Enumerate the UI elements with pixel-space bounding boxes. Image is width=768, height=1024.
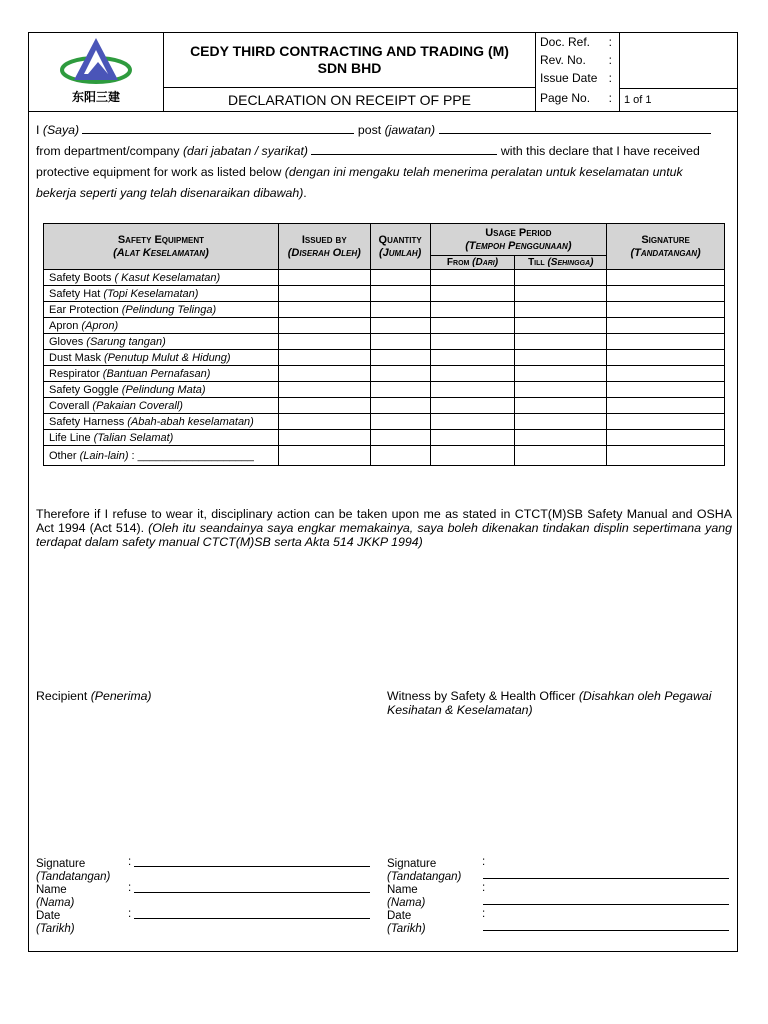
rev-no-row	[540, 53, 618, 67]
cell-till[interactable]	[515, 350, 607, 366]
cell-signature[interactable]	[607, 414, 725, 430]
witness-name-label	[387, 884, 425, 910]
cell-issued-by[interactable]	[278, 382, 370, 398]
header-issued-by-my: (Diserah Oleh)	[287, 246, 361, 259]
item-name-en: Ear Protection	[49, 303, 122, 316]
recipient-signature-en: Signature	[36, 858, 86, 870]
cell-signature[interactable]	[607, 302, 725, 318]
item-name	[44, 334, 279, 350]
disclaimer-paragraph	[36, 507, 732, 549]
table-row	[44, 318, 725, 334]
item-name-my: (Bantuan Pernafasan)	[102, 367, 211, 380]
cell-quantity[interactable]	[370, 430, 430, 446]
cell-issued-by[interactable]	[278, 446, 370, 466]
witness-name-my: (Nama)	[387, 897, 426, 909]
recipient-signature-my: (Tandatangan)	[36, 871, 111, 883]
company-name	[164, 32, 536, 88]
disclaimer-text: Therefore if I refuse to wear it, disciplinary action can be taken upon me as stated in CTCT(M)SB Safety Manual and OSHA Act 1994 (Act 514).	[36, 507, 732, 535]
cell-issued-by[interactable]	[278, 286, 370, 302]
item-name-my: (Abah-abah keselamatan)	[127, 415, 254, 428]
cell-from[interactable]	[430, 270, 515, 286]
cell-till[interactable]	[515, 430, 607, 446]
item-name	[44, 398, 279, 414]
with-this-text: with this declare that I have received	[500, 144, 700, 158]
recipient-date-en: Date	[36, 910, 61, 922]
cell-from[interactable]	[430, 286, 515, 302]
dari-label: (dari jabatan / syarikat)	[182, 144, 309, 158]
header-signature-my: (Tandatangan)	[630, 246, 701, 259]
item-name-my: (Pelindung Telinga)	[121, 303, 217, 316]
cell-issued-by[interactable]	[278, 302, 370, 318]
header-signature-en: Signature	[641, 233, 690, 246]
recipient-date-my: (Tarikh)	[36, 923, 75, 935]
table-row	[44, 430, 725, 446]
item-name	[44, 270, 279, 286]
line4-italic: bekerja seperti yang telah disenaraikan dibawah)	[36, 186, 304, 200]
cell-quantity[interactable]	[370, 414, 430, 430]
witness-signature-my: (Tandatangan)	[387, 871, 462, 883]
item-name-my: (Penutup Mulut & Hidung)	[104, 351, 231, 364]
ppe-table	[43, 223, 725, 466]
table-row	[44, 382, 725, 398]
item-name-en: Apron	[49, 319, 82, 332]
cell-signature[interactable]	[607, 430, 725, 446]
recipient-date-colon: :	[128, 908, 132, 920]
witness-signature-label	[387, 858, 461, 884]
rev-no-label: Rev. No.	[540, 53, 586, 67]
item-name	[44, 302, 279, 318]
declaration-line-3	[36, 162, 732, 183]
witness-label-en: Witness by Safety & Health Officer	[387, 689, 579, 703]
cell-till[interactable]	[515, 398, 607, 414]
recipient-name-colon: :	[128, 882, 132, 894]
item-name-my: (Apron)	[81, 319, 119, 332]
cell-signature[interactable]	[607, 382, 725, 398]
table-row	[44, 398, 725, 414]
table-row	[44, 302, 725, 318]
cell-from[interactable]	[430, 430, 515, 446]
item-name-my: (Pakaian Coverall)	[92, 399, 183, 412]
recipient-label-en: Recipient	[36, 689, 91, 703]
cell-till[interactable]	[515, 318, 607, 334]
cell-from[interactable]	[430, 398, 515, 414]
i-label: I	[36, 123, 40, 137]
recipient-signature-colon: :	[128, 856, 132, 868]
cell-till[interactable]	[515, 446, 607, 466]
header-safety-equipment-my: (Alat Keselamatan)	[113, 246, 209, 259]
item-other	[44, 446, 279, 466]
cell-from[interactable]	[430, 366, 515, 382]
line4-end: .	[303, 186, 307, 200]
cell-from[interactable]	[430, 446, 515, 466]
cell-till[interactable]	[515, 302, 607, 318]
department-blank[interactable]	[311, 142, 497, 155]
document-meta-labels	[536, 32, 620, 112]
cell-issued-by[interactable]	[278, 366, 370, 382]
witness-name-colon: :	[482, 882, 486, 894]
table-row	[44, 334, 725, 350]
item-name-my: (Talian Selamat)	[93, 431, 174, 444]
disclaimer-italic: (Oleh itu seandainya saya engkar memakainya, saya boleh dikenakan tindakan displin sepertimana yang terdapat dalam safety manual CTCT(M)SB serta Akta 514 JKKP 1994)	[36, 521, 732, 549]
form-header	[28, 32, 738, 112]
cell-issued-by[interactable]	[278, 334, 370, 350]
item-name	[44, 414, 279, 430]
recipient-name-line[interactable]	[134, 892, 370, 893]
witness-label-my: (Disahkan oleh Pegawai Kesihatan & Keselamatan)	[387, 689, 712, 717]
item-name	[44, 350, 279, 366]
issue-date-colon: :	[608, 71, 612, 85]
table-row	[44, 270, 725, 286]
cell-signature[interactable]	[607, 350, 725, 366]
doc-ref-row	[540, 35, 618, 49]
declaration-line-2	[36, 141, 732, 162]
cell-signature[interactable]	[607, 446, 725, 466]
cell-from[interactable]	[430, 302, 515, 318]
company-logo	[28, 32, 164, 112]
post-blank[interactable]	[439, 121, 711, 134]
cell-quantity[interactable]	[370, 302, 430, 318]
header-usage-period	[430, 224, 607, 256]
table-row	[44, 366, 725, 382]
cell-signature[interactable]	[607, 270, 725, 286]
witness-name-line[interactable]	[483, 904, 729, 905]
witness-date-en: Date	[387, 910, 412, 922]
name-blank[interactable]	[82, 121, 354, 134]
item-name-en: Respirator	[49, 367, 103, 380]
header-from	[430, 256, 515, 270]
witness-label	[387, 689, 732, 717]
item-name-en: Safety Goggle	[49, 383, 122, 396]
cell-quantity[interactable]	[370, 398, 430, 414]
recipient-name-label	[36, 884, 74, 910]
company-name-line1: CEDY THIRD CONTRACTING AND TRADING (M)	[190, 42, 509, 59]
header-safety-equipment	[44, 224, 279, 270]
item-name	[44, 366, 279, 382]
header-from-en: From	[446, 257, 470, 268]
page-no-row	[540, 91, 618, 105]
doc-ref-colon: :	[608, 35, 612, 49]
issue-date-label: Issue Date	[540, 71, 598, 85]
cell-issued-by[interactable]	[278, 430, 370, 446]
company-name-line2: SDN BHD	[317, 59, 382, 76]
header-from-my: (Dari)	[472, 257, 499, 268]
cell-quantity[interactable]	[370, 350, 430, 366]
cell-issued-by[interactable]	[278, 318, 370, 334]
recipient-signature-line[interactable]	[134, 866, 370, 867]
header-till-my: (Sehingga)	[547, 257, 594, 268]
logo-icon	[58, 36, 134, 88]
recipient-name-en: Name	[36, 884, 67, 896]
recipient-signature-label	[36, 858, 110, 884]
recipient-label	[36, 689, 336, 703]
cell-quantity[interactable]	[370, 318, 430, 334]
cell-quantity[interactable]	[370, 382, 430, 398]
cell-till[interactable]	[515, 334, 607, 350]
cell-signature[interactable]	[607, 334, 725, 350]
cell-signature[interactable]	[607, 318, 725, 334]
cell-till[interactable]	[515, 286, 607, 302]
recipient-name-my: (Nama)	[36, 897, 75, 909]
cell-from[interactable]	[430, 334, 515, 350]
cell-quantity[interactable]	[370, 366, 430, 382]
header-till	[515, 256, 607, 270]
item-name	[44, 382, 279, 398]
declaration-line-1	[36, 120, 732, 141]
item-name-en: Gloves	[49, 335, 87, 348]
cell-issued-by[interactable]	[278, 398, 370, 414]
cell-signature[interactable]	[607, 286, 725, 302]
table-row	[44, 286, 725, 302]
recipient-label-my: (Penerima)	[90, 689, 152, 703]
cell-issued-by[interactable]	[278, 414, 370, 430]
cell-quantity[interactable]	[370, 446, 430, 466]
cell-quantity[interactable]	[370, 270, 430, 286]
header-safety-equipment-en: Safety Equipment	[117, 233, 205, 246]
witness-signature-line[interactable]	[483, 878, 729, 879]
form-title: DECLARATION ON RECEIPT OF PPE	[164, 88, 536, 112]
issue-date-row	[540, 71, 618, 85]
witness-date-label	[387, 910, 426, 936]
item-name-my: (Pelindung Mata)	[121, 383, 206, 396]
header-issued-by	[278, 224, 370, 270]
cell-quantity[interactable]	[370, 286, 430, 302]
cell-from[interactable]	[430, 414, 515, 430]
cell-till[interactable]	[515, 270, 607, 286]
saya-label: (Saya)	[42, 123, 80, 137]
item-other-my: (Lain-lain)	[79, 449, 129, 462]
item-name	[44, 430, 279, 446]
cell-quantity[interactable]	[370, 334, 430, 350]
table-row	[44, 414, 725, 430]
item-other-en: Other	[49, 449, 80, 462]
item-name-my: (Topi Keselamatan)	[103, 287, 199, 300]
post-label: post	[357, 123, 382, 137]
item-name	[44, 318, 279, 334]
item-other-blank[interactable]: : ___________________	[128, 449, 254, 462]
page-no-label: Page No.	[540, 91, 591, 105]
header-usage-period-my: (Tempoh Penggunaan)	[465, 239, 572, 252]
cell-from[interactable]	[430, 318, 515, 334]
doc-ref-label: Doc. Ref.	[540, 35, 591, 49]
item-name-en: Safety Boots	[49, 271, 115, 284]
witness-signature-en: Signature	[387, 858, 437, 870]
witness-signature-colon: :	[482, 856, 486, 868]
cell-issued-by[interactable]	[278, 350, 370, 366]
cell-till[interactable]	[515, 382, 607, 398]
item-name-my: (Sarung tangan)	[86, 335, 166, 348]
header-usage-period-en: Usage Period	[485, 226, 552, 239]
item-name	[44, 286, 279, 302]
item-name-my: ( Kasut Keselamatan)	[114, 271, 221, 284]
header-till-en: Till	[528, 257, 545, 268]
logo-text: 东阳三建	[71, 90, 120, 104]
item-name-en: Dust Mask	[49, 351, 105, 364]
recipient-date-line[interactable]	[134, 918, 370, 919]
cell-issued-by[interactable]	[278, 270, 370, 286]
item-name-en: Safety Harness	[49, 415, 128, 428]
header-signature	[607, 224, 725, 270]
table-row-other	[44, 446, 725, 466]
from-label: from department/company	[36, 144, 180, 158]
witness-date-my: (Tarikh)	[387, 923, 426, 935]
witness-name-en: Name	[387, 884, 418, 896]
item-name-en: Safety Hat	[49, 287, 104, 300]
table-row	[44, 350, 725, 366]
cell-signature[interactable]	[607, 398, 725, 414]
page-no-colon: :	[608, 91, 612, 105]
item-name-en: Coverall	[49, 399, 93, 412]
cell-from[interactable]	[430, 382, 515, 398]
line3-text: protective equipment for work as listed below	[36, 165, 282, 179]
header-quantity	[370, 224, 430, 270]
cell-till[interactable]	[515, 414, 607, 430]
recipient-date-label	[36, 910, 75, 936]
declaration-line-4	[36, 183, 732, 204]
rev-no-colon: :	[608, 53, 612, 67]
cell-till[interactable]	[515, 366, 607, 382]
table-header-row	[44, 224, 725, 256]
jawatan-label: (jawatan)	[384, 123, 436, 137]
header-quantity-my: (Jumlah)	[378, 246, 422, 259]
document-meta-values	[620, 32, 738, 112]
witness-date-colon: :	[482, 908, 486, 920]
header-issued-by-en: Issued by	[301, 233, 347, 246]
item-name-en: Life Line	[49, 431, 94, 444]
line3-italic: (dengan ini mengaku telah menerima peralatan untuk keselamatan untuk	[284, 165, 683, 179]
header-quantity-en: Quantity	[378, 233, 422, 246]
page-no-value: 1 of 1	[620, 88, 738, 112]
cell-from[interactable]	[430, 350, 515, 366]
witness-date-line[interactable]	[483, 930, 729, 931]
cell-signature[interactable]	[607, 366, 725, 382]
